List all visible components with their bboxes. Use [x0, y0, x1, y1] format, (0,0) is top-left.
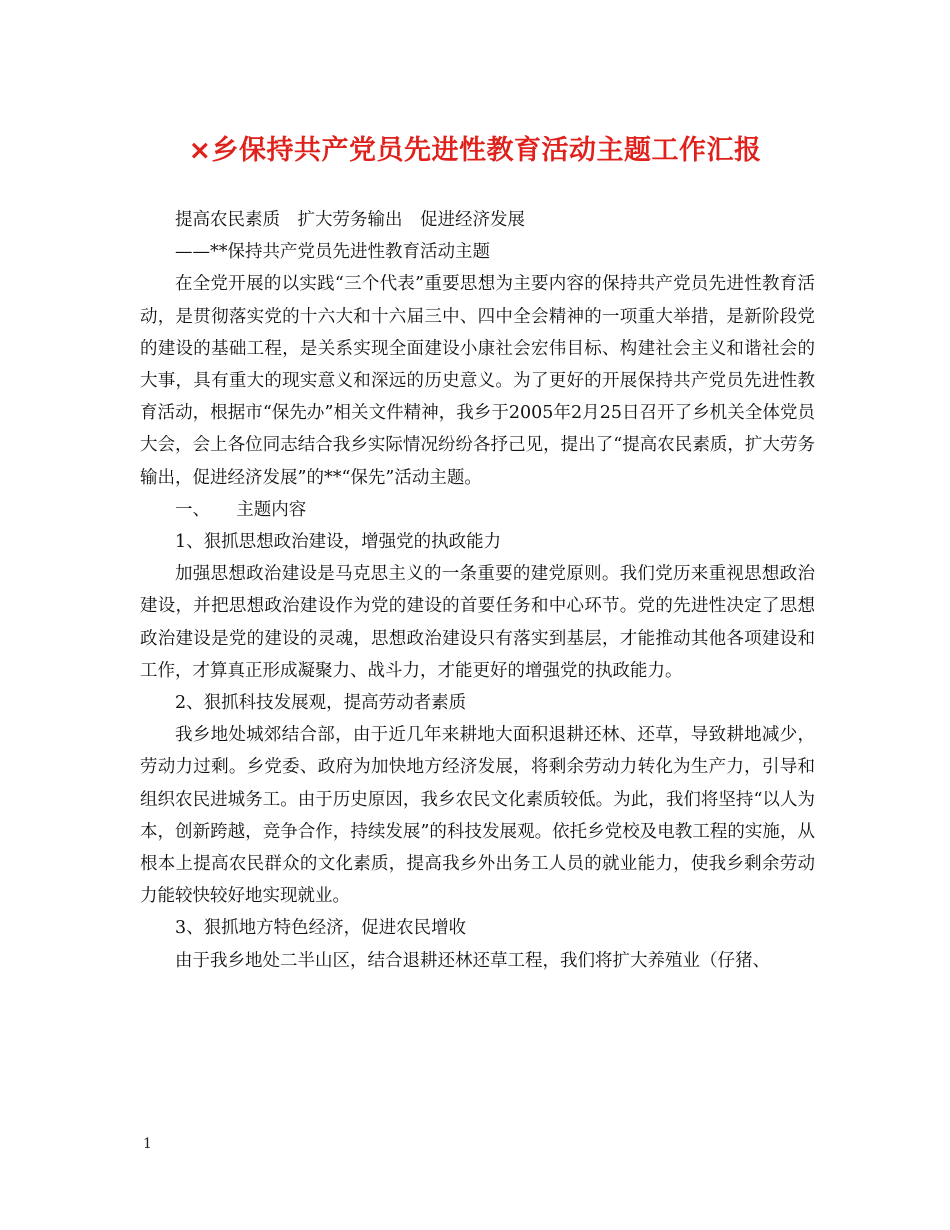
- page-number: 1: [143, 1136, 152, 1152]
- subtitle-line-2: ——**保持共产党员先进性教育活动主题: [175, 242, 490, 263]
- item-3-body: 由于我乡地处二半山区，结合退耕还林还草工程，我们将扩大养殖业（仔猪、: [175, 950, 770, 971]
- intro-paragraph: 在全党开展的以实践“三个代表”重要思想为主要内容的保持共产党员先进性教育活动，是贯彻落实党的十六大和十六届三中、四中全会精神的一项重大举措，是新阶段党的建设的基础工程，是关系实现全面建设小康社会宏伟目标、构建社会主义和谐社会的大事，具有重大的现实意义和深远的历史意义。为了更好的开展保持共产党员先进性教育活动，根据市“保先办”相关文件精神，我乡于2005年2月25日召开了乡机关全体党员大会，会上各位同志结合我乡实际情况纷纷各抒己见，提出了“提高农民素质，扩大劳务输出，促进经济发展”的**“保先”活动主题。: [140, 274, 815, 488]
- item-1-body: 加强思想政治建设是马克思主义的一条重要的建党原则。我们党历来重视思想政治建设，并把思想政治建设作为党的建设的首要任务和中心环节。党的先进性决定了思想政治建设是党的建设的灵魂，思想政治建设只有落实到基层，才能推动其他各项建设和工作，才算真正形成凝聚力、战斗力，才能更好的增强党的执政能力。: [140, 564, 815, 681]
- document-title: ×乡保持共产党员先进性教育活动主题工作汇报: [188, 135, 762, 166]
- subtitle-line-1: 提高农民素质 扩大劳务输出 促进经济发展: [175, 210, 525, 230]
- item-2-heading: 2、狠抓科技发展观，提高劳动者素质: [175, 693, 467, 714]
- document-body: [140, 204, 815, 977]
- item-2-body: 我乡地处城郊结合部，由于近几年来耕地大面积退耕还林、还草，导致耕地减少，劳动力过剩。乡党委、政府为加快地方经济发展，将剩余劳动力转化为生产力，引导和组织农民进城务工。由于历史原因，我乡农民文化素质较低。为此，我们将坚持“以人为本，创新跨越，竞争合作，持续发展”的科技发展观。依托乡党校及电教工程的实施，从根本上提高农民群众的文化素质，提高我乡外出务工人员的就业能力，使我乡剩余劳动力能较快较好地实现就业。: [140, 725, 815, 907]
- section-heading: 一、 主题内容: [175, 499, 307, 520]
- item-3-heading: 3、狠抓地方特色经济，促进农民增收: [175, 918, 467, 939]
- item-1-heading: 1、狠抓思想政治建设，增强党的执政能力: [175, 532, 502, 553]
